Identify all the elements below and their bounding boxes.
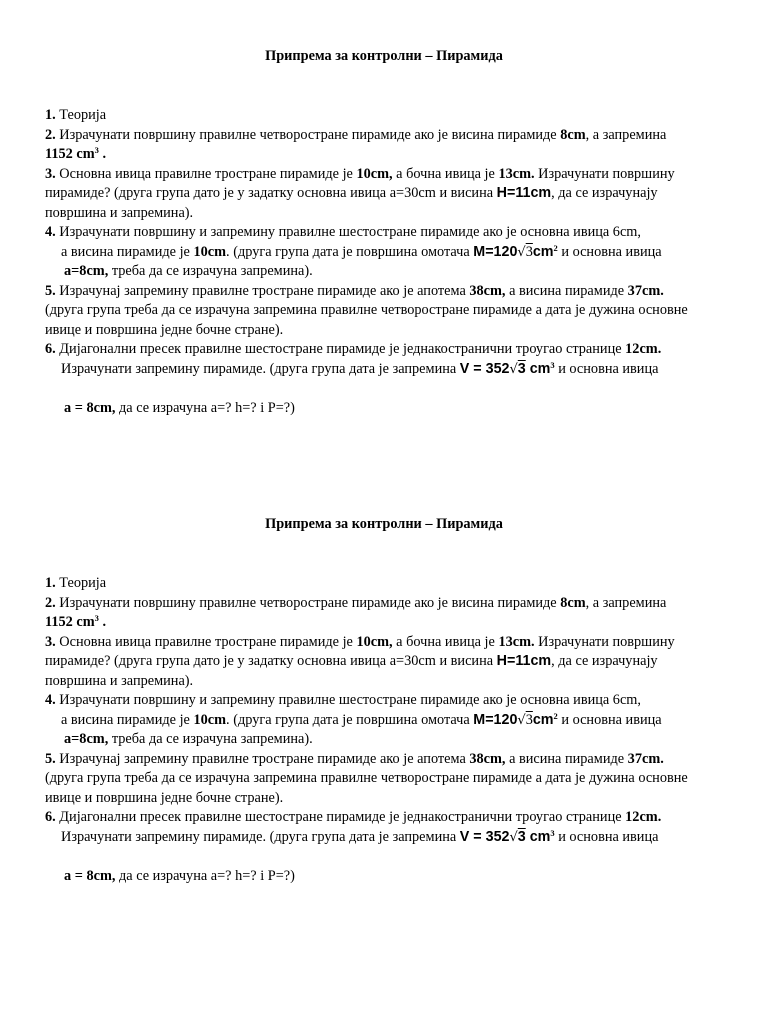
task-6: 6. Дијагонални пресек правилне шестостране пирамиде је једнакостранични троугао странице 12cm.	[45, 341, 662, 357]
task-1: 1. Теорија	[45, 107, 107, 123]
task-3: 3. Основна ивица правилне тростране пирамиде је 10cm, а бочна ивица је 13cm. Израчунати површину	[45, 633, 675, 650]
task-3-cont: пирамиде? (друга група дато је у задатку основна ивица a=30cm и висина H=11cm, да се израчунају	[45, 653, 658, 669]
task-4-cont2: a=8cm, треба да се израчуна запремина).	[64, 263, 313, 279]
task-3: 3. Основна ивица правилне тростране пирамиде је 10cm, а бочна ивица је 13cm. Израчунати површину	[45, 165, 675, 182]
task-list	[45, 574, 735, 887]
task-6-cont: Израчунати запремину пирамиде. (друга група дата је запремина V = 352√3 $cm^3$ и основна ивица	[61, 827, 659, 845]
task-4-cont2: a=8cm, треба да се израчуна запремина).	[64, 731, 313, 747]
task-4-cont: а висина пирамиде је 10cm. (друга група дата је површина омотача $M=120√3cm^2$ и основна ивица	[61, 242, 662, 260]
task-3-cont: пирамиде? (друга група дато је у задатку основна ивица a=30cm и висина H=11cm, да се израчунају	[45, 185, 658, 201]
task-4: 4. Израчунати површину и запремину правилне шестостране пирамиде ако је основна ивица 6cm,	[45, 224, 641, 240]
task-5: 5. Израчунај запремину правилне тростране пирамиде ако је апотема 38cm, а висина пирамиде 37cm.	[45, 282, 664, 299]
task-5-cont: (друга група треба да се израчуна запремина правилне четворостране пирамиде а дата је дужина основне	[45, 770, 688, 786]
worksheet-copy-1	[45, 47, 735, 419]
task-5: 5. Израчунај запремину правилне тростране пирамиде ако је апотема 38cm, а висина пирамиде 37cm.	[45, 750, 664, 767]
page-title: Припрема за контролни – Пирамида	[265, 516, 503, 532]
task-list	[45, 106, 735, 419]
task-4-cont: а висина пирамиде је 10cm. (друга група дата је површина омотача $M=120√3cm^2$ и основна ивица	[61, 710, 662, 728]
task-2: 2. Израчунати површину правилне четворостране пирамиде ако је висина пирамиде 8cm, а запремина	[45, 126, 667, 143]
task-6: 6. Дијагонални пресек правилне шестостране пирамиде је једнакостранични троугао странице 12cm.	[45, 809, 662, 825]
task-4: 4. Израчунати површину и запремину правилне шестостране пирамиде ако је основна ивица 6cm,	[45, 692, 641, 708]
task-2-cont: 1152 $cm^3$ .	[45, 613, 107, 630]
task-1: 1. Теорија	[45, 575, 107, 591]
task-3-cont2: површина и запремина).	[45, 672, 194, 689]
task-5-cont2: ивице и површина једне бочне стране).	[45, 321, 284, 338]
task-6-cont2: a = 8cm, да се израчуна a=? h=? i P=?)	[64, 868, 295, 884]
task-5-cont2: ивице и површина једне бочне стране).	[45, 789, 284, 806]
task-5-cont: (друга група треба да се израчуна запремина правилне четворостране пирамиде а дата је дужина основне	[45, 302, 688, 318]
worksheet-copy-2	[45, 515, 735, 887]
task-6-cont: Израчунати запремину пирамиде. (друга група дата је запремина V = 352√3 $cm^3$ и основна ивица	[61, 359, 659, 377]
page-title: Припрема за контролни – Пирамида	[265, 48, 503, 64]
task-3-cont2: површина и запремина).	[45, 204, 194, 221]
task-6-cont2: a = 8cm, да се израчуна a=? h=? i P=?)	[64, 400, 295, 416]
task-2-cont: 1152 $cm^3$ .	[45, 145, 107, 162]
task-2: 2. Израчунати површину правилне четворостране пирамиде ако је висина пирамиде 8cm, а запремина	[45, 594, 667, 611]
